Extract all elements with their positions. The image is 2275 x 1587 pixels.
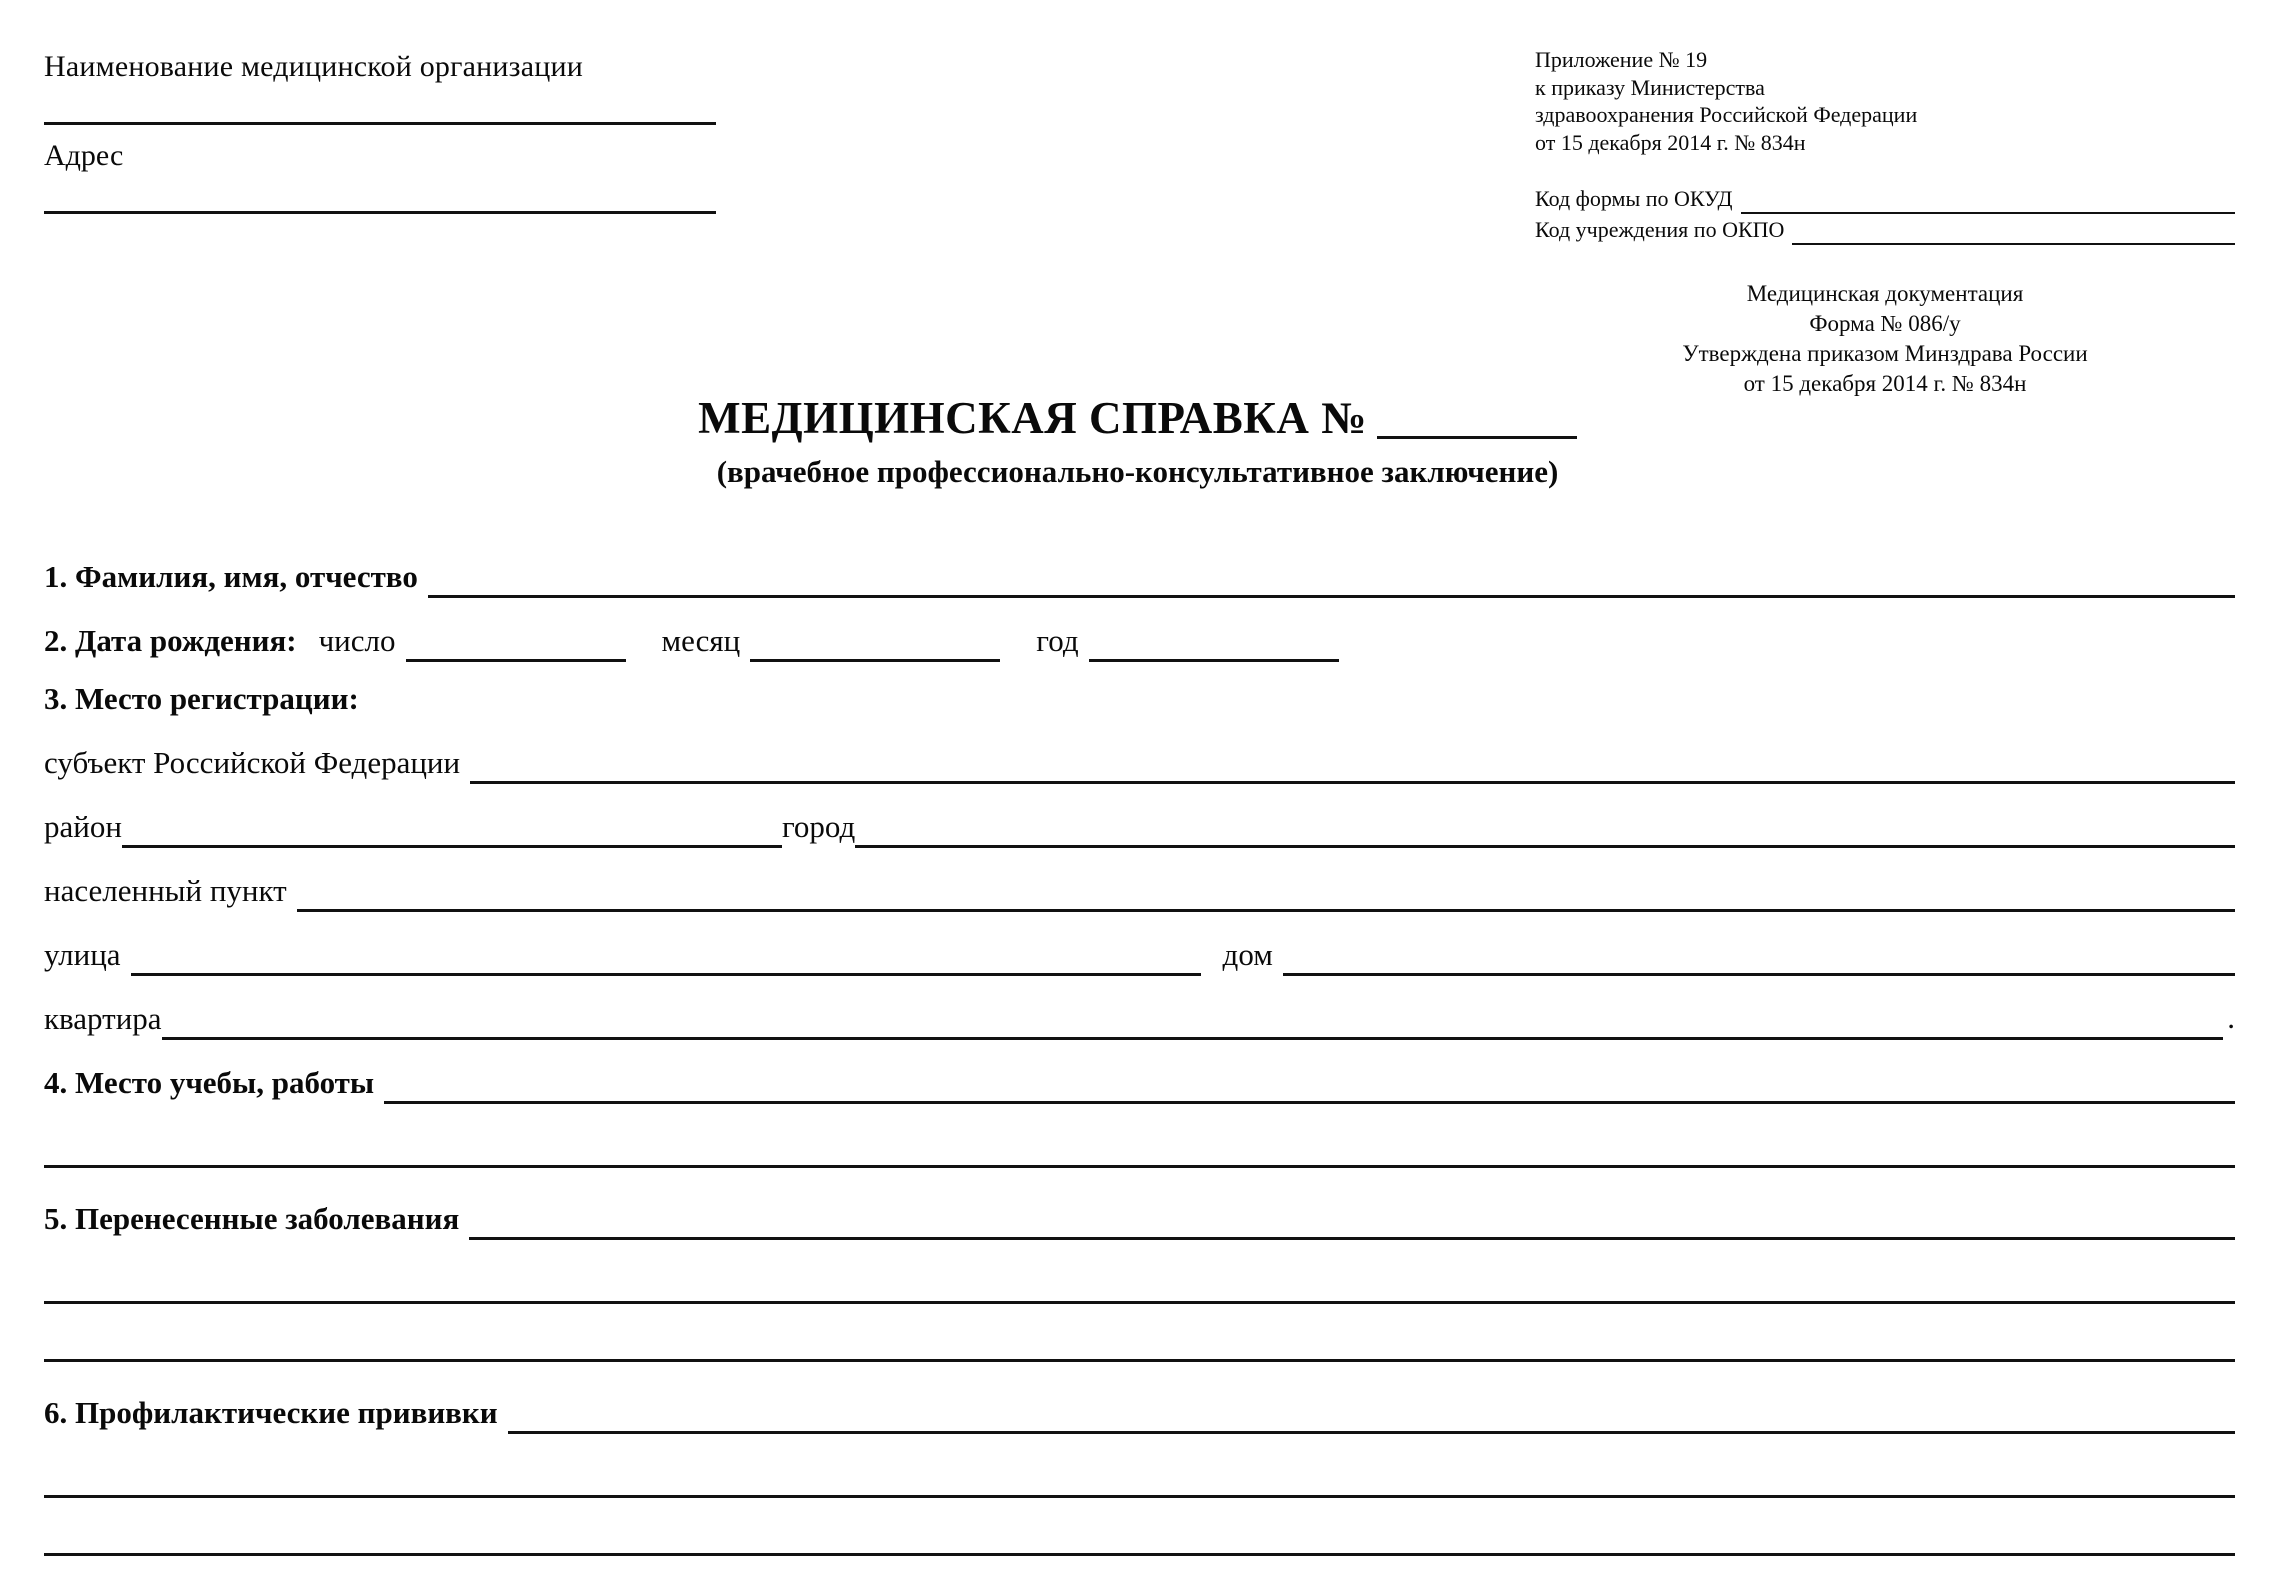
field-past-illnesses bbox=[44, 1182, 2235, 1240]
vaccinations-row-2 bbox=[44, 1440, 2235, 1498]
address-label: Адрес bbox=[44, 139, 124, 172]
district-input-line[interactable] bbox=[122, 805, 782, 848]
document-info-line-2: Форма № 086/у bbox=[1809, 311, 1961, 337]
codes-block bbox=[1535, 183, 2235, 245]
past-illnesses-label: 5. Перенесенные заболевания bbox=[44, 1200, 460, 1236]
appendix-line-1: Приложение № 19 bbox=[1535, 47, 1708, 72]
past-illnesses-row-3 bbox=[44, 1304, 2235, 1362]
document-info-block bbox=[1535, 279, 2235, 399]
vaccinations-row-3 bbox=[44, 1498, 2235, 1556]
page-subtitle: (врачебное профессионально-консультативное заключение) bbox=[716, 454, 1559, 489]
spacer bbox=[44, 1362, 2235, 1376]
study-work-input-line-1[interactable] bbox=[384, 1061, 2235, 1104]
okud-code-label: Код формы по ОКУД bbox=[1535, 185, 1733, 211]
flat-label: квартира bbox=[44, 1000, 162, 1036]
field-vaccinations bbox=[44, 1376, 2235, 1434]
organization-block bbox=[44, 50, 764, 214]
street-label: улица bbox=[44, 936, 121, 972]
past-illnesses-input-line-3[interactable] bbox=[44, 1319, 2235, 1362]
organization-name-input-line[interactable] bbox=[44, 122, 716, 125]
settlement-label: населенный пункт bbox=[44, 872, 287, 908]
field-settlement bbox=[44, 854, 2235, 912]
document-header bbox=[0, 0, 2275, 397]
spacer bbox=[44, 1168, 2235, 1182]
certificate-number-input-line[interactable] bbox=[1377, 404, 1577, 439]
okpo-code-label: Код учреждения по ОКПО bbox=[1535, 217, 1785, 243]
flat-input-line[interactable] bbox=[162, 997, 2224, 1040]
field-flat bbox=[44, 982, 2235, 1040]
address-input-line[interactable] bbox=[44, 211, 716, 214]
document-info-line-1: Медицинская документация bbox=[1746, 281, 2024, 307]
vaccinations-input-line-1[interactable] bbox=[508, 1391, 2235, 1434]
appendix-line-2: к приказу Министерства bbox=[1535, 74, 1765, 100]
settlement-input-line[interactable] bbox=[297, 869, 2235, 912]
study-work-row-2 bbox=[44, 1110, 2235, 1168]
fullname-label: 1. Фамилия, имя, отчество bbox=[44, 558, 418, 594]
house-label: дом bbox=[1222, 936, 1273, 972]
house-input-line[interactable] bbox=[1283, 933, 2235, 976]
appendix-line-4: от 15 декабря 2014 г. № 834н bbox=[1535, 130, 1806, 156]
document-info-line-4: от 15 декабря 2014 г. № 834н bbox=[1743, 371, 2027, 397]
vaccinations-input-line-2[interactable] bbox=[44, 1455, 2235, 1498]
page-title-text: МЕДИЦИНСКАЯ СПРАВКА № bbox=[698, 393, 1367, 443]
street-input-line[interactable] bbox=[131, 933, 1201, 976]
field-fullname bbox=[44, 540, 2235, 598]
birth-year-label: год bbox=[1036, 622, 1079, 658]
birth-year-input-line[interactable] bbox=[1089, 619, 1339, 662]
flat-period: . bbox=[2227, 1000, 2235, 1035]
birth-month-label: месяц bbox=[661, 622, 741, 658]
title-block bbox=[0, 392, 2275, 490]
past-illnesses-row-2 bbox=[44, 1246, 2235, 1304]
subject-label: субъект Российской Федерации bbox=[44, 744, 461, 780]
field-birthdate bbox=[44, 604, 2235, 662]
form-body bbox=[44, 540, 2235, 1556]
field-registration-heading bbox=[44, 668, 2235, 720]
okud-code-input-line[interactable] bbox=[1741, 192, 2235, 214]
past-illnesses-input-line-2[interactable] bbox=[44, 1261, 2235, 1304]
field-study-work bbox=[44, 1046, 2235, 1104]
document-info-line-3: Утверждена приказом Минздрава России bbox=[1682, 341, 2088, 367]
subject-input-line[interactable] bbox=[470, 741, 2235, 784]
okpo-code-input-line[interactable] bbox=[1792, 223, 2235, 245]
study-work-label: 4. Место учебы, работы bbox=[44, 1064, 375, 1100]
appendix-line-3: здравоохранения Российской Федерации bbox=[1535, 102, 1918, 128]
field-subject bbox=[44, 726, 2235, 784]
fullname-input-line[interactable] bbox=[428, 555, 2235, 598]
birth-day-label: число bbox=[318, 622, 396, 658]
district-label: район bbox=[44, 808, 122, 844]
past-illnesses-input-line-1[interactable] bbox=[469, 1197, 2235, 1240]
organization-name-label: Наименование медицинской организации bbox=[44, 50, 583, 83]
vaccinations-label: 6. Профилактические прививки bbox=[44, 1394, 498, 1430]
registration-place-label: 3. Место регистрации: bbox=[44, 680, 359, 716]
birth-day-input-line[interactable] bbox=[406, 619, 626, 662]
city-label: город bbox=[781, 808, 856, 844]
field-street-house bbox=[44, 918, 2235, 976]
page-title bbox=[698, 392, 1577, 444]
birthdate-label: 2. Дата рождения: bbox=[44, 622, 297, 658]
vaccinations-input-line-3[interactable] bbox=[44, 1513, 2235, 1556]
appendix-block bbox=[1535, 46, 2235, 399]
birth-month-input-line[interactable] bbox=[750, 619, 1000, 662]
okud-code-row bbox=[1535, 183, 2235, 214]
field-district-city bbox=[44, 790, 2235, 848]
city-input-line[interactable] bbox=[855, 805, 2235, 848]
okpo-code-row bbox=[1535, 214, 2235, 245]
study-work-input-line-2[interactable] bbox=[44, 1125, 2235, 1168]
